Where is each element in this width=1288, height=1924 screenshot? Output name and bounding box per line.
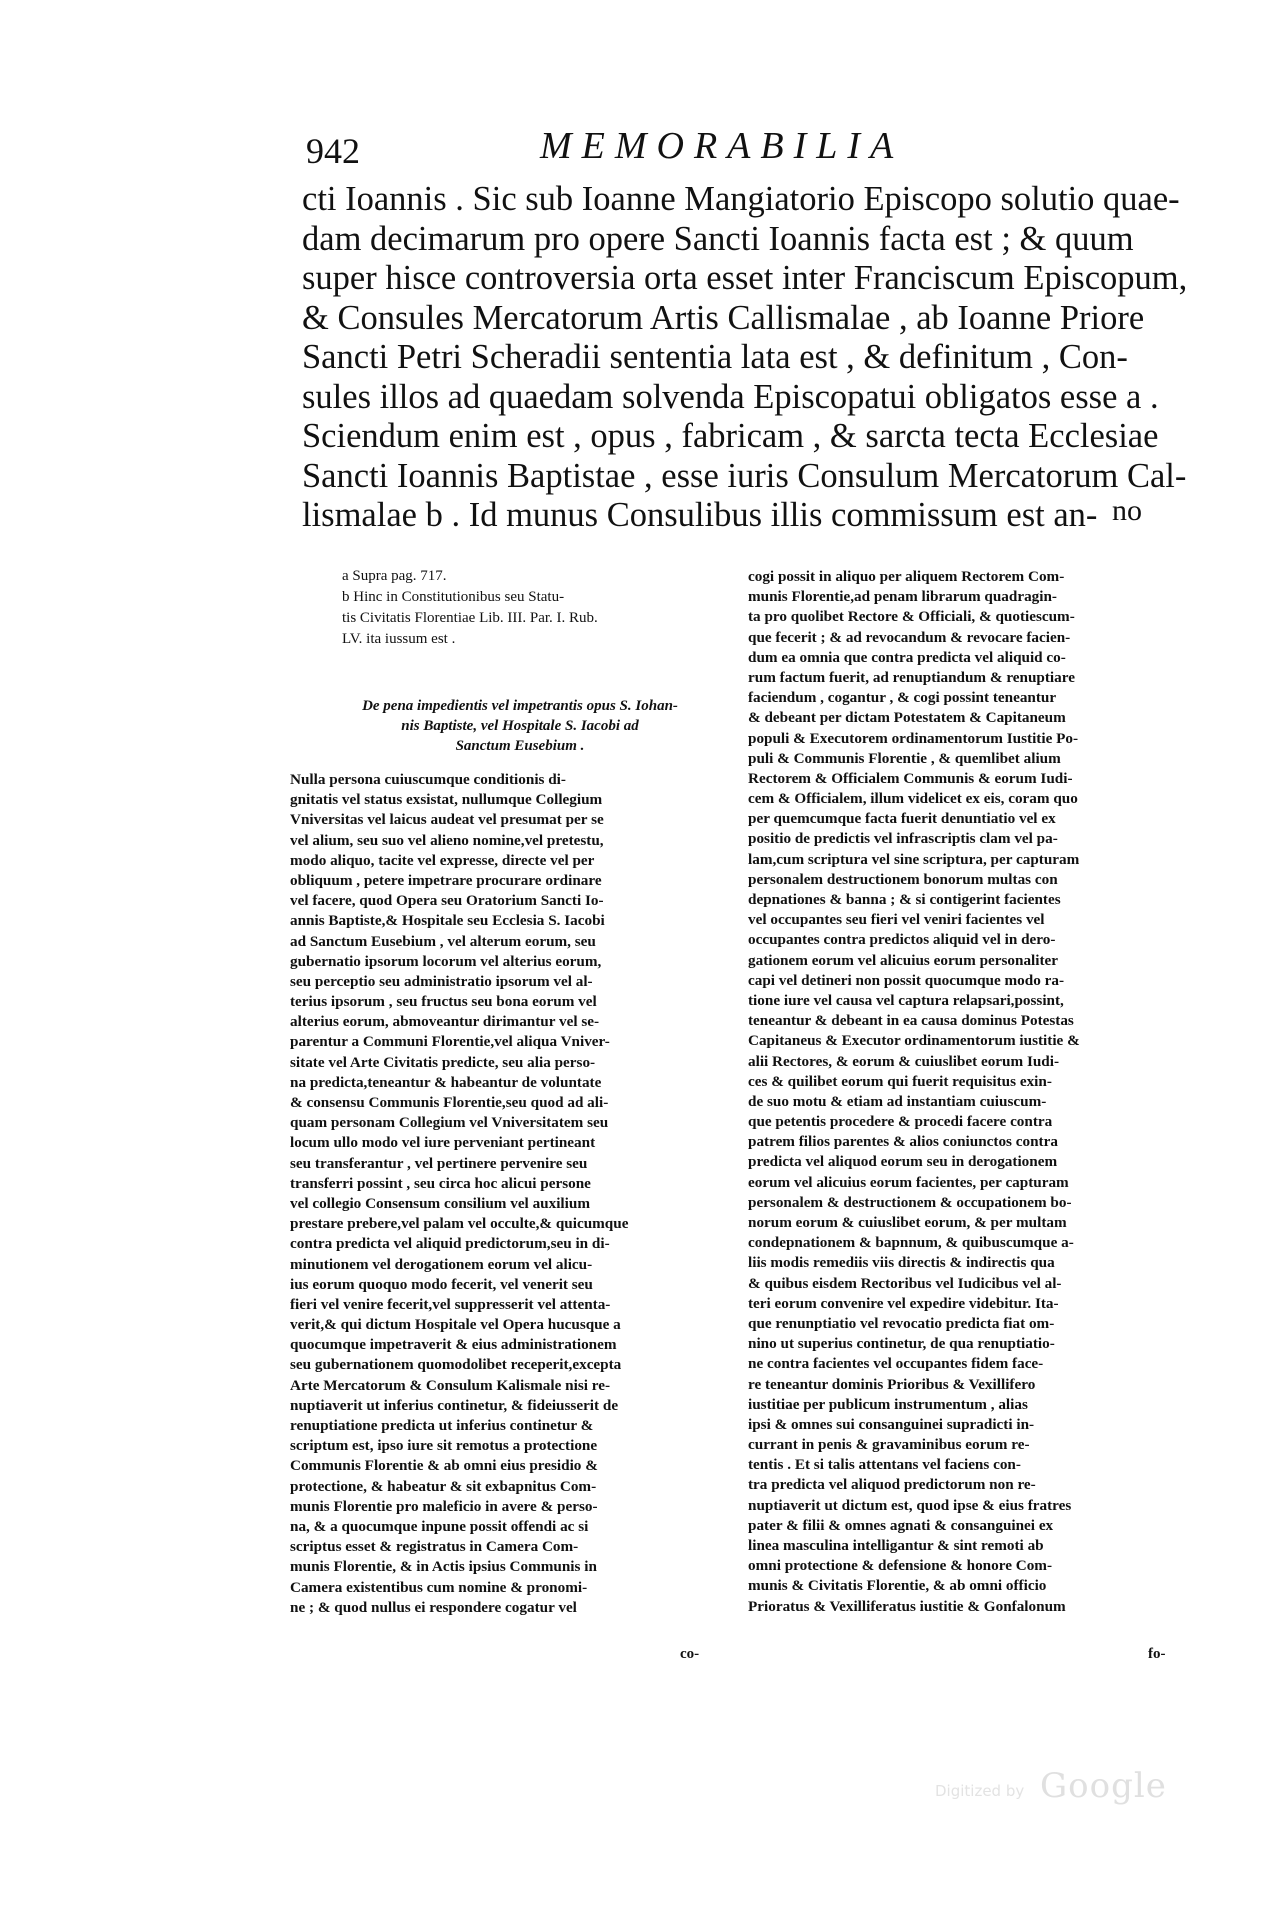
right-column-line: dum ea omnia que contra predicta vel aliquid co-: [748, 648, 1066, 666]
left-column-line: vel facere, quod Opera seu Oratorium Sancti Io-: [290, 892, 604, 910]
right-column-line: munis Florentie,ad penam librarum quadragin-: [748, 588, 1057, 606]
right-column-line: liis modis remediis viis directis & indirectis qua: [748, 1254, 1055, 1272]
main-text-line: Sancti Ioannis Baptistae , esse iuris Consulum Mercatorum Cal-: [302, 456, 1187, 495]
right-column-line: linea masculina intelligantur & sint remoti ab: [748, 1537, 1044, 1554]
left-column-line: gubernatio ipsorum locorum vel alterius eorum,: [290, 952, 602, 970]
right-column-line: ces & quilibet eorum qui fuerit requisitus exin-: [748, 1072, 1052, 1090]
right-column-line: munis & Civitatis Florentie, & ab omni officio: [748, 1577, 1047, 1595]
left-column-line: seu transferantur , vel pertinere pervenire seu: [290, 1154, 588, 1172]
right-column-line: cogi possit in aliquo per aliquem Rectorem Com-: [748, 568, 1065, 585]
right-column-line: occupantes contra predictos aliquid vel in dero-: [748, 931, 1056, 949]
left-column-line: quam personam Collegium vel Vniversitatem seu: [290, 1114, 609, 1132]
left-column-line: parentur a Communi Florentie,vel aliqua Vniver-: [290, 1033, 610, 1051]
left-column-line: terius ipsorum , seu fructus seu bona eorum vel: [290, 993, 597, 1011]
digitized-by-watermark: Digitized by: [935, 1782, 1025, 1800]
right-column-line: que renunptiatio vel revocatio predicta fiat om-: [748, 1314, 1055, 1332]
left-column-line: minutionem vel derogationem eorum vel alicu-: [290, 1255, 593, 1273]
right-column-line: nuptiaverit ut dictum est, quod ipse & eius fratres: [748, 1496, 1072, 1514]
right-column-line: per quemcumque facta fuerit denuntiatio vel ex: [748, 810, 1056, 828]
right-column-line: que petentis procedere & procedi facere contra: [748, 1113, 1053, 1131]
left-column-line: Communis Florentie & ab omni eius presidio &: [290, 1457, 598, 1475]
main-text-line: super hisce controversia orta esset inter Franciscum Episcopum,: [302, 259, 1188, 297]
right-column-line: re teneantur dominis Prioribus & Vexillifero: [748, 1375, 1036, 1393]
right-column-line: predicta vel aliquod eorum seu in derogationem: [748, 1153, 1058, 1171]
left-column-line: modo aliquo, tacite vel expresse, directe vel per: [290, 851, 595, 869]
left-column-line: & consensu Communis Florentie,seu quod ad ali-: [290, 1094, 609, 1111]
main-text-line: Sciendum enim est , opus , fabricam , & sarcta tecta Ecclesiae: [302, 417, 1159, 455]
right-column-line: omni protectione & defensione & honore Com-: [748, 1557, 1053, 1575]
statute-title-line: Sanctum Eusebium .: [455, 738, 585, 754]
left-column-line: gnitatis vel status exsistat, nullumque Collegium: [290, 791, 603, 809]
right-column-line: & debeant per dictam Potestatem & Capitaneum: [748, 709, 1066, 727]
right-column-line: Rectorem & Officialem Communis & eorum Iudi-: [748, 769, 1073, 787]
left-column-line: renuptiatione predicta ut inferius continetur &: [290, 1417, 594, 1434]
statute-title-line: nis Baptiste, vel Hospitale S. Iacobi ad: [401, 718, 639, 734]
running-title: MEMORABILIA: [540, 125, 904, 167]
left-column-line: sitate vel Arte Civitatis predicte, seu alia perso-: [290, 1053, 596, 1071]
right-column-line: gationem eorum vel alicuius eorum personaliter: [748, 951, 1059, 969]
left-column-line: obliquum , petere impetrare procurare ordinare: [290, 871, 602, 889]
main-text-line: sules illos ad quaedam solvenda Episcopatui obligatos esse a .: [302, 377, 1159, 416]
right-column-line: eorum vel alicuius eorum facientes, per capturam: [748, 1173, 1069, 1191]
footnote-line: b Hinc in Constitutionibus seu Statu-: [342, 589, 565, 605]
footnote-line: LV. ita iussum est .: [342, 631, 456, 647]
right-column-line: lam,cum scriptura vel sine scriptura, per capturam: [748, 850, 1080, 868]
right-column-line: & quibus eisdem Rectoribus vel Iudicibus vel al-: [748, 1274, 1062, 1292]
right-column-line: de suo motu & etiam ad instantiam cuiuscum-: [748, 1092, 1047, 1110]
left-column-line: scriptus esset & registratus in Camera Com-: [290, 1538, 579, 1556]
right-column-line: ta pro quolibet Rectore & Officiali, & quotiescum-: [748, 608, 1075, 626]
left-column-line: contra predicta vel aliquid predictorum,seu in di-: [290, 1235, 610, 1253]
right-column-line: Prioratus & Vexilliferatus iustitie & Gonfalonum: [748, 1597, 1066, 1615]
right-column: [748, 567, 1210, 1617]
main-text-line: lismalae b . Id munus Consulibus illis commissum est an-: [302, 496, 1098, 534]
statute-title-line: De pena impedientis vel impetrantis opus S. Iohan-: [362, 698, 678, 714]
right-column-line: tra predicta vel aliquod predictorum non re-: [748, 1476, 1036, 1494]
right-column-line: ne contra facientes vel occupantes fidem face-: [748, 1355, 1044, 1373]
left-column-line: seu gubernationem quomodolibet receperit,excepta: [290, 1356, 622, 1374]
right-column-line: currant in penis & gravaminibus eorum re-: [748, 1436, 1030, 1454]
right-column-line: iustitiae per publicum instrumentum , alias: [748, 1395, 1028, 1413]
right-column-line: tione iure vel causa vel captura relapsari,possint,: [748, 991, 1064, 1009]
left-column-line: annis Baptiste,& Hospitale seu Ecclesia S. Iacobi: [290, 912, 605, 930]
left-column-line: nuptiaverit ut inferius continetur, & fideiusserit de: [290, 1396, 619, 1414]
left-column-line: Arte Mercatorum & Consulum Kalismale nisi re-: [290, 1376, 611, 1394]
right-column-line: rum factum fuerit, ad renuptiandum & renuptiare: [748, 668, 1075, 686]
left-column-line: locum ullo modo vel iure perveniant pertineant: [290, 1134, 596, 1152]
right-column-line: ipsi & omnes sui consanguinei supradicti in-: [748, 1415, 1035, 1433]
main-text-line: dam decimarum pro opere Sancti Ioannis facta est ; & quum: [302, 219, 1134, 258]
left-column-line: verit,& qui dictum Hospitale vel Opera hucusque a: [290, 1316, 621, 1334]
left-column-line: protectione, & habeatur & sit exbapnitus Com-: [290, 1477, 597, 1495]
left-column-line: Vniversitas vel laicus audeat vel presumat per se: [290, 811, 604, 829]
left-column-line: ius eorum quoquo modo fecerit, vel venerit seu: [290, 1275, 593, 1293]
right-column-line: nino ut superius continetur, de qua renuptiatio-: [748, 1335, 1055, 1353]
right-column-line: teri eorum convenire vel expedire videbitur. Ita-: [748, 1294, 1059, 1312]
right-column-line: positio de predictis vel infrascriptis clam vel pa-: [748, 830, 1058, 848]
right-column-line: tentis . Et si talis attentans vel faciens con-: [748, 1456, 1021, 1474]
main-text: [302, 180, 1220, 536]
left-column-line: ad Sanctum Eusebium , vel alterum eorum, seu: [290, 932, 596, 950]
left-column-line: prestare prebere,vel palam vel occulte,& quicumque: [290, 1215, 629, 1233]
right-column-line: teneantur & debeant in ea causa dominus Potestas: [748, 1012, 1074, 1030]
right-column-line: que fecerit ; & ad revocandum & revocare facien-: [748, 628, 1071, 646]
footnotes: [342, 566, 712, 650]
left-column-line: munis Florentie, & in Actis ipsius Communis in: [290, 1558, 597, 1576]
left-column-catchword: co-: [680, 1646, 700, 1662]
right-column-line: populi & Executorem ordinamentorum Iustitie Po-: [748, 729, 1079, 747]
left-column-line: quocumque impetraverit & eius administrationem: [290, 1336, 617, 1354]
left-column-line: vel alium, seu suo vel alieno nomine,vel pretestu,: [290, 831, 604, 849]
main-text-line: & Consules Mercatorum Artis Callismalae , ab Ioanne Priore: [302, 298, 1145, 337]
right-column-line: patrem filios parentes & alios coniunctos contra: [748, 1133, 1058, 1151]
right-column-line: puli & Communis Florentie , & quemlibet alium: [748, 749, 1061, 767]
footnote-line: tis Civitatis Florentiae Lib. III. Par. I. Rub.: [342, 610, 598, 626]
right-column-line: condepnationem & bapnnum, & quibuscumque a-: [748, 1234, 1074, 1252]
main-catchword: no: [1112, 494, 1142, 527]
right-column-line: capi vel detineri non possit quocumque modo ra-: [748, 971, 1065, 989]
left-column-line: munis Florentie pro maleficio in avere & perso-: [290, 1497, 598, 1515]
left-column-line: alterius eorum, abmoveantur dirimantur vel se-: [290, 1013, 600, 1031]
right-column-line: personalem destructionem bonorum multas con: [748, 870, 1058, 888]
left-column-line: na predicta,teneantur & habeantur de voluntate: [290, 1073, 602, 1091]
left-column-line: Nulla persona cuiuscumque conditionis di-: [290, 771, 566, 788]
main-text-line: cti Ioannis . Sic sub Ioanne Mangiatorio Episcopo solutio quae-: [302, 180, 1180, 218]
page-number: 942: [306, 131, 360, 171]
google-watermark-logo: Google: [1040, 1766, 1167, 1806]
right-column-line: norum eorum & cuiuslibet eorum, & per multam: [748, 1214, 1067, 1231]
left-column-line: Camera existentibus cum nomine & pronomi-: [290, 1578, 588, 1596]
right-column-line: Capitaneus & Executor ordinamentorum iustitie &: [748, 1032, 1080, 1050]
left-column-line: na, & a quocumque inpune possit offendi ac si: [290, 1517, 589, 1535]
left-column-line: vel collegio Consensum consilium vel auxilium: [290, 1194, 590, 1212]
left-column-line: seu perceptio seu administratio ipsorum vel al-: [290, 972, 593, 990]
main-text-line: Sancti Petri Scheradii sententia lata est , & definitum , Con-: [302, 338, 1128, 376]
right-column-line: alii Rectores, & eorum & cuiuslibet eorum Iudi-: [748, 1052, 1060, 1070]
footnote-line: a Supra pag. 717.: [342, 568, 447, 584]
left-column: [290, 770, 730, 1618]
right-column-line: personalem & destructionem & occupationem bo-: [748, 1193, 1072, 1211]
right-column-catchword: fo-: [1148, 1646, 1166, 1662]
right-column-line: cem & Officialem, illum videlicet ex eis, coram quo: [748, 790, 1078, 808]
left-column-line: fieri vel venire fecerit,vel suppresserit vel attenta-: [290, 1295, 611, 1313]
left-column-line: scriptum est, ipso iure sit remotus a protectione: [290, 1437, 598, 1455]
right-column-line: depnationes & banna ; & si contigerint facientes: [748, 891, 1061, 908]
left-column-line: transferri possint , seu circa hoc alicui persone: [290, 1174, 591, 1192]
right-column-line: vel occupantes seu fieri vel veniri facientes vel: [748, 911, 1045, 929]
right-column-line: faciendum , cogantur , & cogi possint teneantur: [748, 689, 1057, 707]
left-column-line: ne ; & quod nullus ei respondere cogatur vel: [290, 1598, 577, 1616]
statute-title: [325, 696, 715, 756]
right-column-line: pater & filii & omnes agnati & consanguinei ex: [748, 1516, 1054, 1534]
